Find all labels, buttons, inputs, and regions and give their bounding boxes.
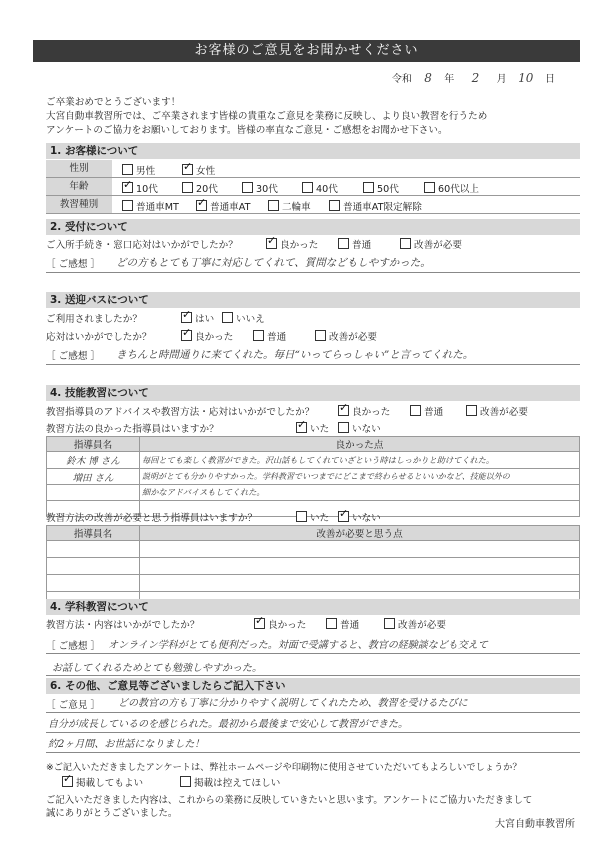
checkbox[interactable]	[253, 330, 264, 341]
empty-cell[interactable]	[140, 541, 580, 558]
checkbox[interactable]	[400, 238, 411, 249]
option-label: 30代	[256, 184, 278, 195]
gender-label: 性別	[46, 160, 112, 177]
age-option-50s[interactable]	[363, 181, 399, 195]
good-point[interactable]: 細かなアドバイスもしてくれた。	[140, 485, 580, 501]
bus-service-option-good[interactable]	[181, 329, 233, 343]
age-row	[46, 178, 580, 196]
skill-option-normal[interactable]	[410, 404, 443, 418]
age-label: 年齢	[46, 178, 112, 195]
classroom-option-needs-improvement[interactable]	[384, 617, 446, 631]
option-label: 二輪車	[282, 202, 311, 213]
survey-title: お客様のご意見をお聞かせください	[33, 40, 580, 62]
option-label: 良かった	[195, 332, 234, 343]
checkbox[interactable]	[326, 618, 337, 629]
section-6-header: 6. その他、ご意見等ございましたらご記入下さい	[46, 678, 580, 694]
checkbox-checked[interactable]	[196, 200, 207, 211]
consent-question: ※ご記入いただきましたアンケートは、弊社ホームページや印刷物に使用させていただいてもよろしいでしょうか？	[46, 762, 522, 773]
option-label: 改善が必要	[480, 407, 528, 418]
option-label: 普通	[424, 407, 444, 418]
option-label: 普通車AT限定解除	[343, 202, 422, 213]
reception-option-needs-improvement[interactable]	[400, 237, 462, 251]
intro-line: アンケートのご協力をお願いしております。皆様の率直なご意見・ご感想をお聞かせ下さい。	[46, 125, 448, 136]
table-row	[47, 469, 580, 485]
option-label: 良かった	[280, 240, 319, 251]
option-label: 40代	[316, 184, 338, 195]
option-label: 10代	[136, 184, 158, 195]
divider	[46, 675, 580, 676]
bus-service-option-normal[interactable]	[253, 329, 286, 343]
other-comment-label: ［ ご意見 ］	[46, 700, 101, 711]
age-option-60s-plus[interactable]	[424, 181, 479, 195]
good-point[interactable]: 毎回とても楽しく教習ができた。沢山話もしてくれていざという時はしっかりと助けてくれた。	[140, 452, 580, 469]
empty-cell[interactable]	[47, 541, 140, 558]
bus-comment[interactable]: きちんと時間通りに来てくれた。毎日“いってらっしゃい”と言ってくれた。	[116, 349, 474, 361]
closing-line: 誠にありがとうございました。	[46, 808, 178, 819]
intro-text	[46, 96, 576, 138]
course-option-at[interactable]	[196, 199, 250, 213]
checkbox[interactable]	[466, 405, 477, 416]
date-day[interactable]: 10	[518, 71, 534, 85]
improve-instructor-option-no[interactable]	[338, 510, 381, 524]
empty-cell[interactable]	[140, 558, 580, 575]
intro-line: ご卒業おめでとうございます！	[46, 97, 181, 108]
option-label: 掲載してもよい	[76, 778, 144, 789]
skill-instructor-question: 教習指導員のアドバイスや教習方法・応対はいかがでしたか？	[46, 407, 315, 418]
other-comment-line[interactable]: 約2ヶ月間、お世話になりました！	[48, 739, 205, 750]
divider	[46, 653, 580, 654]
option-label: 改善が必要	[414, 240, 462, 251]
checkbox[interactable]	[410, 405, 421, 416]
option-label: 普通	[352, 240, 372, 251]
instructor-name[interactable]	[47, 485, 140, 501]
skill-option-good[interactable]	[338, 404, 390, 418]
classroom-comment-label: ［ ご感想 ］	[46, 641, 101, 652]
divider	[46, 732, 580, 733]
checkbox-checked[interactable]	[266, 238, 277, 249]
option-label: いいえ	[236, 314, 265, 325]
option-label: 60代以上	[438, 184, 479, 195]
checkbox[interactable]	[296, 511, 307, 522]
checkbox[interactable]	[122, 164, 133, 175]
section-1-header: 1. お客様について	[46, 143, 580, 159]
divider	[46, 752, 580, 753]
checkbox[interactable]	[315, 330, 326, 341]
school-name: 大宮自動車教習所	[495, 819, 575, 830]
classroom-question: 教習方法・内容はいかがでしたか？	[46, 620, 200, 631]
checkbox-checked[interactable]	[296, 422, 307, 433]
option-label: 男性	[136, 166, 156, 177]
age-option-30s[interactable]	[242, 181, 278, 195]
checkbox-checked[interactable]	[338, 405, 349, 416]
option-label: 普通車MT	[136, 202, 179, 213]
checkbox[interactable]	[329, 200, 340, 211]
course-option-motorcycle[interactable]	[268, 199, 311, 213]
classroom-comment-line[interactable]: お話してくれるためとても勉強しやすかった。	[52, 663, 262, 674]
table-row	[47, 485, 580, 501]
consent-option-allow[interactable]	[62, 775, 143, 789]
consent-option-decline[interactable]	[180, 775, 280, 789]
column-header-good-point: 良かった点	[140, 437, 580, 452]
column-header-instructor: 指導員名	[47, 526, 140, 541]
checkbox-checked[interactable]	[254, 618, 265, 629]
option-label: いない	[352, 513, 381, 524]
other-comment-line[interactable]: 自分が成長しているのを感じられた。最初から最後まで安心して教習ができた。	[48, 719, 408, 730]
instructor-name[interactable]: 鈴木 博 さん	[47, 452, 140, 469]
classroom-option-normal[interactable]	[326, 617, 359, 631]
age-option-20s[interactable]	[182, 181, 218, 195]
divider	[46, 364, 580, 365]
reception-question: ご入所手続き・窓口応対はいかがでしたか？	[46, 240, 238, 251]
date-month[interactable]: 2	[471, 71, 480, 85]
option-label: 改善が必要	[398, 620, 446, 631]
checkbox[interactable]	[182, 182, 193, 193]
checkbox[interactable]	[222, 312, 233, 323]
checkbox[interactable]	[122, 200, 133, 211]
gender-option-female[interactable]	[182, 163, 215, 177]
gender-row	[46, 160, 580, 178]
reception-option-normal[interactable]	[338, 237, 371, 251]
good-instructor-question: 教習方法の良かった指導員はいますか？	[46, 424, 219, 435]
date-year-unit: 年	[444, 74, 455, 85]
checkbox-checked[interactable]	[182, 164, 193, 175]
table-row	[47, 541, 580, 558]
intro-line: 大宮自動車教習所では、ご卒業されます皆様の貴重なご意見を業務に反映し、より良い教習を行うため	[46, 111, 488, 122]
bus-usage-question: ご利用されましたか？	[46, 314, 142, 325]
table-row	[47, 558, 580, 575]
option-label: 良かった	[268, 620, 307, 631]
empty-cell[interactable]	[140, 575, 580, 592]
date-era: 令和	[391, 74, 412, 85]
checkbox[interactable]	[338, 422, 349, 433]
option-label: 普通車AT	[210, 202, 251, 213]
checkbox[interactable]	[242, 182, 253, 193]
checkbox-checked[interactable]	[62, 776, 73, 787]
empty-cell[interactable]	[47, 575, 140, 592]
good-instructor-option-yes[interactable]	[296, 421, 329, 435]
good-instructor-option-no[interactable]	[338, 421, 381, 435]
checkbox[interactable]	[180, 776, 191, 787]
option-label: 普通	[267, 332, 287, 343]
checkbox[interactable]	[384, 618, 395, 629]
bus-usage-option-no[interactable]	[222, 311, 265, 325]
option-label: 改善が必要	[329, 332, 377, 343]
reception-option-good[interactable]	[266, 237, 318, 251]
course-row	[46, 196, 580, 214]
table-row	[47, 575, 580, 592]
good-instructor-table	[46, 436, 580, 517]
checkbox-checked[interactable]	[338, 511, 349, 522]
empty-cell[interactable]	[47, 558, 140, 575]
age-option-10s[interactable]	[122, 181, 158, 195]
skill-option-needs-improvement[interactable]	[466, 404, 528, 418]
option-label: 掲載は控えてほしい	[194, 778, 281, 789]
good-point[interactable]: 説明がとても分かりやすかった。学科教習でいつまでにどこまで終わらせるといいかなど、技能以外の	[140, 469, 580, 485]
option-label: 女性	[196, 166, 216, 177]
classroom-comment-line[interactable]: オンライン学科がとても便利だった。対面で受講すると、教官の経験談なども交えて	[108, 640, 488, 651]
improve-instructor-option-yes[interactable]	[296, 510, 329, 524]
checkbox-checked[interactable]	[181, 330, 192, 341]
option-label: 20代	[196, 184, 218, 195]
option-label: 良かった	[352, 407, 391, 418]
option-label: はい	[195, 314, 215, 325]
checkbox[interactable]	[338, 238, 349, 249]
checkbox-checked[interactable]	[181, 312, 192, 323]
bus-service-option-needs-improvement[interactable]	[315, 329, 377, 343]
section-3-header: 3. 送迎バスについて	[46, 292, 580, 308]
checkbox-checked[interactable]	[122, 182, 133, 193]
date-day-unit: 日	[545, 74, 555, 85]
course-label: 教習種別	[46, 196, 112, 213]
section-4-header: 4. 技能教習について	[46, 385, 580, 401]
classroom-option-good[interactable]	[254, 617, 306, 631]
option-label: いた	[310, 513, 330, 524]
column-header-improve-point: 改善が必要と思う点	[140, 526, 580, 541]
checkbox[interactable]	[268, 200, 279, 211]
bus-comment-label: ［ ご感想 ］	[46, 351, 101, 362]
option-label: いない	[352, 424, 381, 435]
column-header-instructor: 指導員名	[47, 437, 140, 452]
reception-comment[interactable]: どの方もとても丁寧に対応してくれて、質問などもしやすかった。	[116, 257, 431, 269]
instructor-name[interactable]: 増田 さん	[47, 469, 140, 485]
checkbox[interactable]	[302, 182, 313, 193]
option-label: 普通	[340, 620, 360, 631]
date-line	[392, 70, 555, 85]
divider	[46, 272, 580, 273]
bus-service-question: 応対はいかがでしたか？	[46, 332, 152, 343]
closing-line: ご記入いただきました内容は、これからの業務に反映していきたいと思います。アンケートにご協力いただきまして	[46, 795, 533, 806]
date-year[interactable]: 8	[424, 71, 432, 85]
gender-option-male[interactable]	[122, 163, 155, 177]
improve-instructor-table	[46, 525, 580, 609]
table-row	[47, 452, 580, 469]
other-comment-line[interactable]: どの教官の方も丁寧に分かりやすく説明してくれたため、教習を受けるたびに	[118, 698, 468, 709]
section-5-header: 4. 学科教習について	[46, 599, 580, 615]
checkbox[interactable]	[424, 182, 435, 193]
reception-comment-label: ［ ご感想 ］	[46, 259, 101, 270]
course-option-at-limit-removal[interactable]	[329, 199, 422, 213]
improve-instructor-question: 教習方法の改善が必要と思う指導員はいますか？	[46, 513, 258, 524]
date-month-unit: 月	[496, 74, 507, 85]
checkbox[interactable]	[363, 182, 374, 193]
age-option-40s[interactable]	[302, 181, 338, 195]
section-2-header: 2. 受付について	[46, 219, 580, 235]
bus-usage-option-yes[interactable]	[181, 311, 214, 325]
option-label: 50代	[377, 184, 399, 195]
course-option-mt[interactable]	[122, 199, 179, 213]
option-label: いた	[310, 424, 330, 435]
divider	[46, 712, 580, 713]
